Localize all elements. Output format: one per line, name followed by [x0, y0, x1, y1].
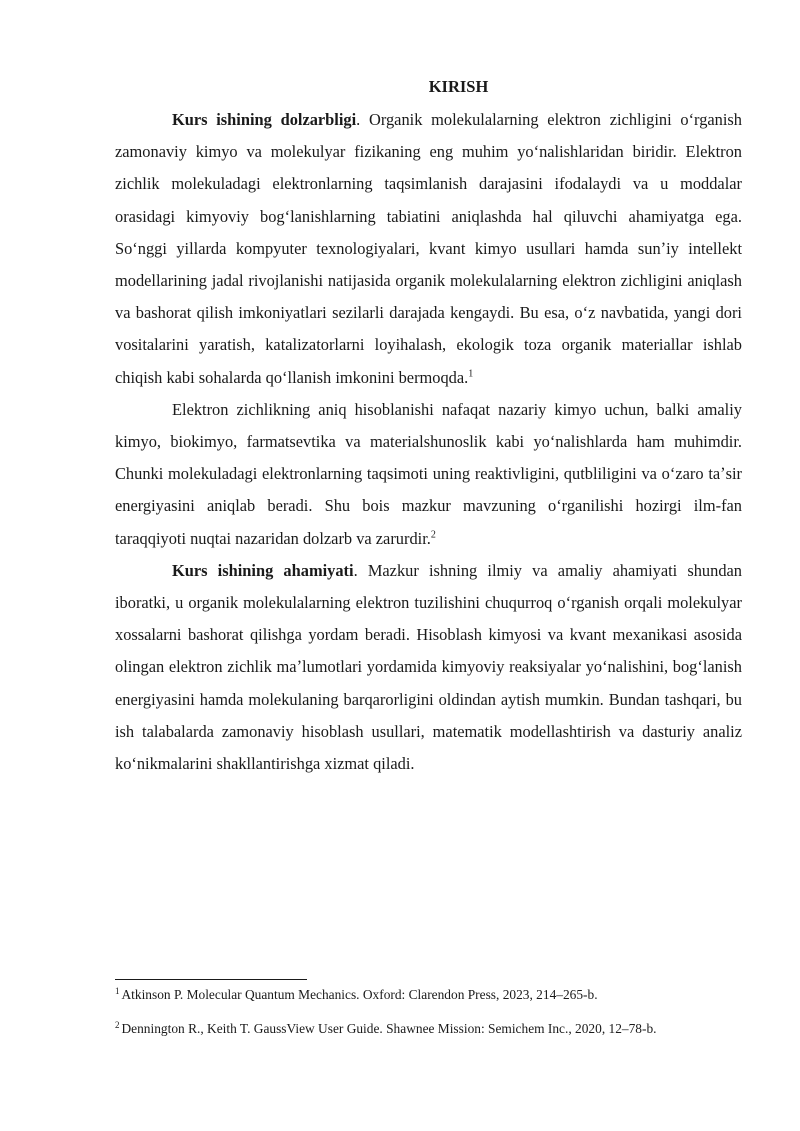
paragraph-text: . Mazkur ishning ilmiy va amaliy ahamiyati shundan iboratki, u organik molekulalarning elektron tuzilishini chuqurroq oʻrganish orqali molekulyar xossalarni bashorat qilishga yordam beradi. Hisoblash kimyosi va kvant mexanikasi asosida olingan elektron zichlik maʼlumotlari yordamida kimyoviy reaksiyalar yoʻnalishini, bogʻlanish energiyasini hamda molekulaning barqarorligini oldindan aytish mumkin. Bundan tashqari, bu ish talabalarda zamonaviy hisoblash usullari, matematik modellashtirish va dasturiy analiz koʻnikmalarini shakllantirishga xizmat qiladi.: [115, 560, 742, 774]
paragraph-text: Elektron zichlikning aniq hisoblanishi nafaqat nazariy kimyo uchun, balki amaliy kimyo, biokimyo, farmatsevtika va materialshunoslik kabi yoʻnalishlarda ham muhimdir. Chunki molekuladagi elektronlarning taqsimoti uning reaktivligini, qutbliligini va oʻzaro taʼsir energiyasini aniqlab beradi. Shu bois mazkur mavzuning oʻrganilishi hozirgi ilm-fan taraqqiyoti nuqtai nazaridan dolzarb va zarurdir.: [115, 399, 742, 548]
footnote-text: Atkinson P. Molecular Quantum Mechanics. Oxford: Clarendon Press, 2023, 214–265-b.: [121, 987, 598, 1002]
footnote-mark: 1: [115, 985, 120, 996]
footnote-ref[interactable]: 1: [468, 368, 474, 380]
footnote-item: [115, 1021, 755, 1037]
paragraph-electron-density: [115, 394, 742, 555]
paragraph-lead: Kurs ishining dolzarbligi: [172, 110, 357, 129]
footnote-mark: 2: [115, 1019, 120, 1030]
paragraph-relevance: [115, 104, 742, 394]
page-title: KIRISH: [428, 77, 489, 96]
footnote-item: [115, 987, 755, 1003]
footnote-ref[interactable]: 2: [430, 529, 436, 541]
footnote-text: Dennington R., Keith T. GaussView User Guide. Shawnee Mission: Semichem Inc., 2020, 12–78-b.: [121, 1021, 657, 1036]
document-body: [115, 72, 742, 780]
footnote-divider: [115, 979, 307, 980]
paragraph-text: . Organik molekulalarning elektron zichligini oʻrganish zamonaviy kimyo va molekulyar fizikaning eng muhim yoʻnalishlaridan biridir. Elektron zichlik molekuladagi elektronlarning taqsimlanish darajasini ifodalaydi va u moddalar orasidagi kimyoviy bogʻlanishlarning tabiatini aniqlashda hal qiluvchi ahamiyatga ega. Soʻnggi yillarda kompyuter texnologiyalari, kvant kimyo usullari hamda sunʼiy intellekt modellarining jadal rivojlanishi natijasida organik molekulalarning elektron zichligini aniqlash va bashorat qilish imkoniyatlari sezilarli darajada kengaydi. Bu esa, oʻz navbatida, yangi dori vositalarini yaratish, katalizatorlarni loyihalash, ekologik toza organik materiallar ishlab chiqish kabi sohalarda qoʻllanish imkonini bermoqda.: [115, 110, 742, 387]
paragraph-significance: [115, 555, 742, 780]
footnotes: [115, 987, 755, 1055]
paragraph-lead: Kurs ishining ahamiyati: [172, 560, 354, 580]
